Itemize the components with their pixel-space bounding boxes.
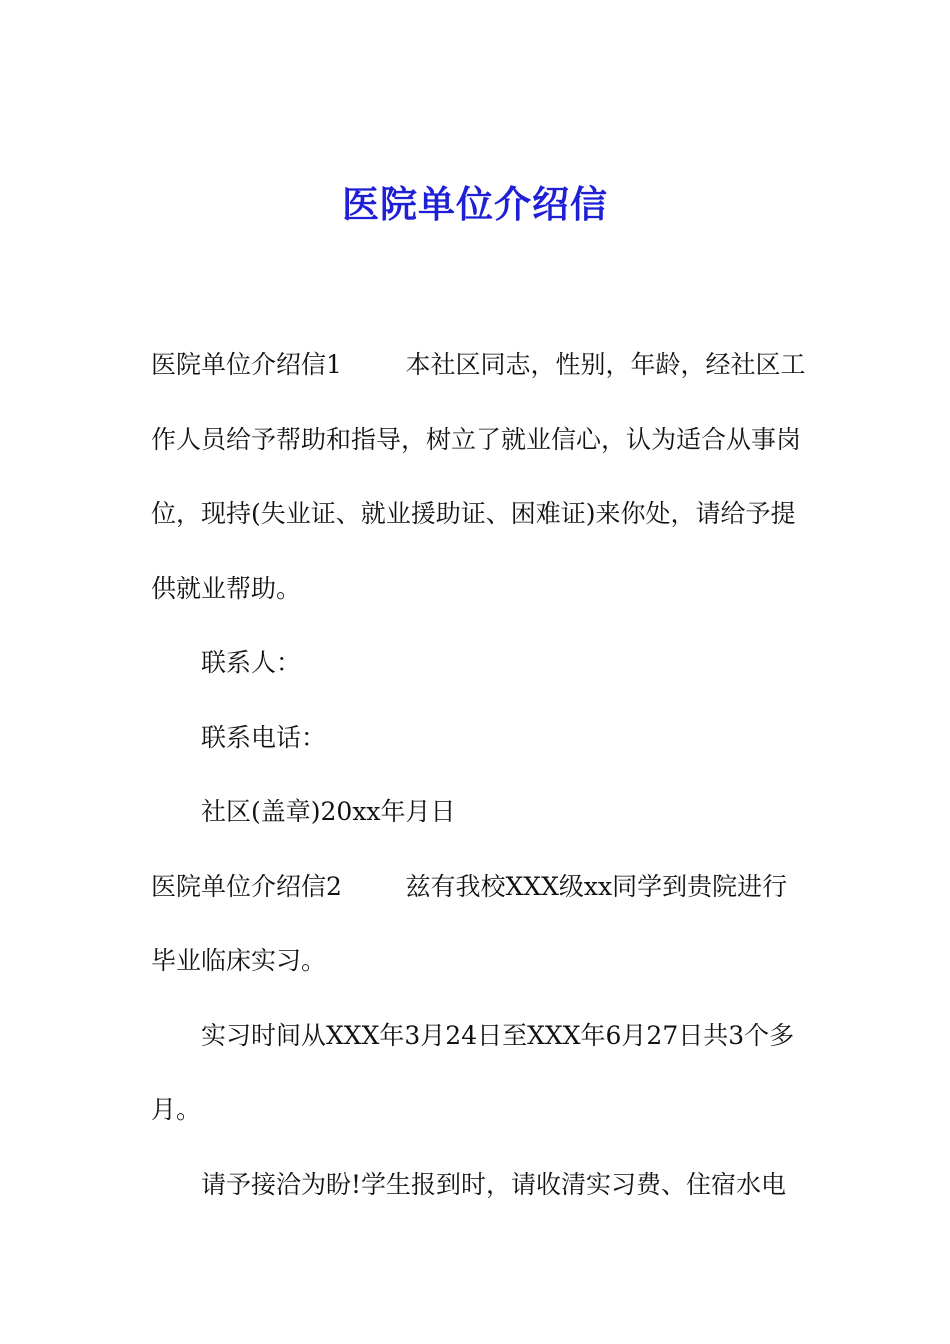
letter-1-signature-date: 社区(盖章)20xx年月日 <box>201 797 456 826</box>
letter-1-heading: 医院单位介绍信1 <box>151 350 342 379</box>
letter-2-heading: 医院单位介绍信2 <box>151 871 342 901</box>
document-body <box>151 328 811 1222</box>
letter-1-contact-phone: 联系电话： <box>201 722 327 752</box>
heading-gap <box>342 872 406 901</box>
letter-2-first-paragraph: 兹有我校XXX级xx同学到贵院进行毕业临床实习。 <box>151 871 788 975</box>
letter-1-first-paragraph: 本社区同志，性别，年龄，经社区工作人员给予帮助和指导，树立了就业信心，认为适合从事岗位，现持(失业证、就业援助证、困难证)来你处，请给予提供就业帮助。 <box>151 350 806 603</box>
letter-2-internship-period: 实习时间从XXX年3月24日至XXX年6月27日共3个多月。 <box>151 1020 795 1124</box>
letter-2-request-paragraph: 请予接洽为盼!学生报到时，请收清实习费、住宿水电 <box>201 1169 787 1199</box>
document-title: 医院单位介绍信 <box>342 182 608 226</box>
letter-1-contact-person: 联系人： <box>201 648 302 677</box>
letter-2-intro-paragraph <box>151 850 811 999</box>
letter-1-intro-paragraph <box>151 328 811 626</box>
heading-gap <box>342 350 406 379</box>
